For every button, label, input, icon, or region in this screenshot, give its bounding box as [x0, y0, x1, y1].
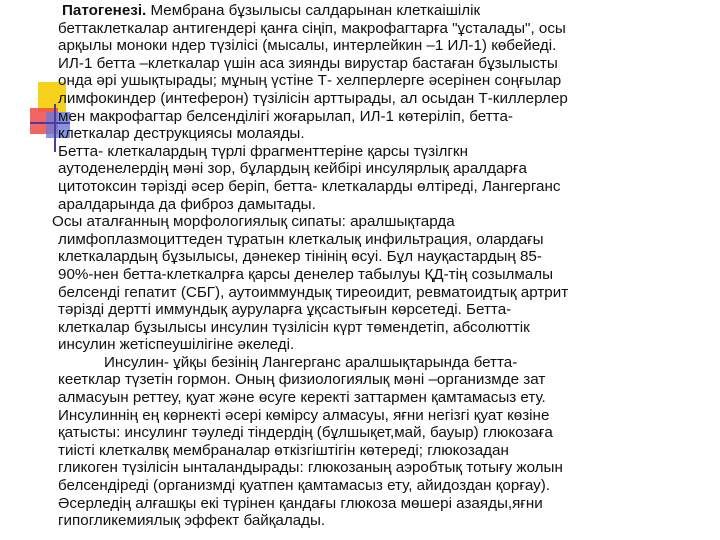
paragraph-lead-line: Осы аталғанның морфологиялық сипаты: аралшықтарда: [52, 213, 455, 231]
text-line: инсулин жетіспеушілігіне әкеледі.: [58, 336, 295, 354]
paragraph-antibodies: [44, 143, 712, 213]
text-line: аутоденелердің мәні зор, бұлардың кейбірі инсулярлық аралдарға: [58, 160, 527, 178]
text-line: қатысты: инсулинг тәуледі тіндердің (бұлшықет,май, бауыр) глюкозаға: [58, 424, 553, 442]
text-line: беттаклеткалар антигендері қанға сіңіп, макрофагтарға "ұсталады", осы: [58, 19, 566, 37]
text-line: арқылы моноки ндер түзілісі (мысалы, интерлейкин –1 ИЛ-1) көбейеді.: [58, 37, 557, 55]
text-line: цитотоксин тәрізді әсер беріп, бетта- клеткаларды өлтіреді, Лангерганс: [58, 177, 561, 195]
first-line-text: Мембрана бұзылысы салдарынан клеткаішілік: [146, 2, 481, 19]
text-line: гликоген түзілісін ынталандырады: глюкозаның аэробтық тотығу жолын: [58, 459, 563, 477]
text-line: клеткалар бұзылысы инсулин түзілісін күрт төмендетіп, абсолюттік: [58, 318, 530, 336]
text-line: 90%-нен бетта-клеткалрға қарсы денелер табылуы ҚД-тің созылмалы: [58, 265, 554, 283]
text-line: Әсерледің алғашқы екі түрінен қандағы глюкоза мөшері азаяды,яғни: [58, 494, 543, 512]
text-line: ИЛ-1 бетта –клеткалар үшін аса зиянды вирустар бастаған бұзылысты: [58, 54, 558, 72]
text-line: онда әрі ушықтырады; мұның үстіне Т- хелперлерге әсерінен соңғылар: [58, 72, 562, 90]
text-line: белсенді гепатит (СБГ), аутоиммундық тиреоидит, ревматоидтық артрит: [58, 283, 569, 301]
text-line: мен макрофагтар белсенділігі жоғарылап, ИЛ-1 көтеріліп, бетта-: [58, 107, 513, 125]
text-line: белсендіреді (организмді қуатпен қамтамасыз ету, айидоздан қорғау).: [58, 477, 551, 495]
slide-body-text: [44, 2, 712, 530]
text-line: аралдарында да фиброз дамытады.: [58, 195, 316, 213]
text-line: гипогликемиялық эффект байқалады.: [58, 512, 326, 530]
text-line: тиісті клеткалвқ мембраналар өткізгіштігін көтереді; глюкозадан: [58, 441, 509, 459]
paragraph-lead-line: Инсулин- ұйқы безінің Лангерганс аралшықтарында бетта-: [104, 353, 518, 371]
text-line: алмасуын реттеу, қуат және өсуге керекті заттармен қамтамасыз ету.: [58, 389, 546, 407]
paragraph-pathogenesis: [44, 2, 712, 143]
text-line: клеткалардың бұзылысы, дәнекер тінінің өсуі. Бұл науқастардың 85-: [58, 248, 542, 266]
text-line: лимфокиндер (интеферон) түзілісін арттырады, ал осыдан Т-киллерлер: [58, 89, 568, 107]
text-line: Бетта- клеткалардың түрлі фрагменттеріне қарсы түзілгкн: [58, 142, 468, 160]
text-line: лимфоплазмоциттеден тұратын клеткалық инфильтрация, олардағы: [58, 230, 544, 248]
text-line: тәрізді дертті иммундық ауруларға ұқсастығын көрсетеді. Бетта-: [58, 301, 512, 319]
paragraph-insulin: [44, 354, 712, 530]
text-line: кеетклар түзетін гормон. Оның физиологиялық мәні –организмде зат: [58, 371, 546, 389]
text-line: клеткалар деструкциясы молаяды.: [58, 125, 305, 143]
paragraph-first-line: [44, 2, 712, 20]
pathogenesis-heading: Патогенезі.: [62, 2, 147, 19]
text-line: Инсулиннің ең көрнекті әсері көмірсу алмасуы, яғни негізгі қуат көзіне: [58, 406, 550, 424]
paragraph-morphology: [44, 213, 712, 354]
